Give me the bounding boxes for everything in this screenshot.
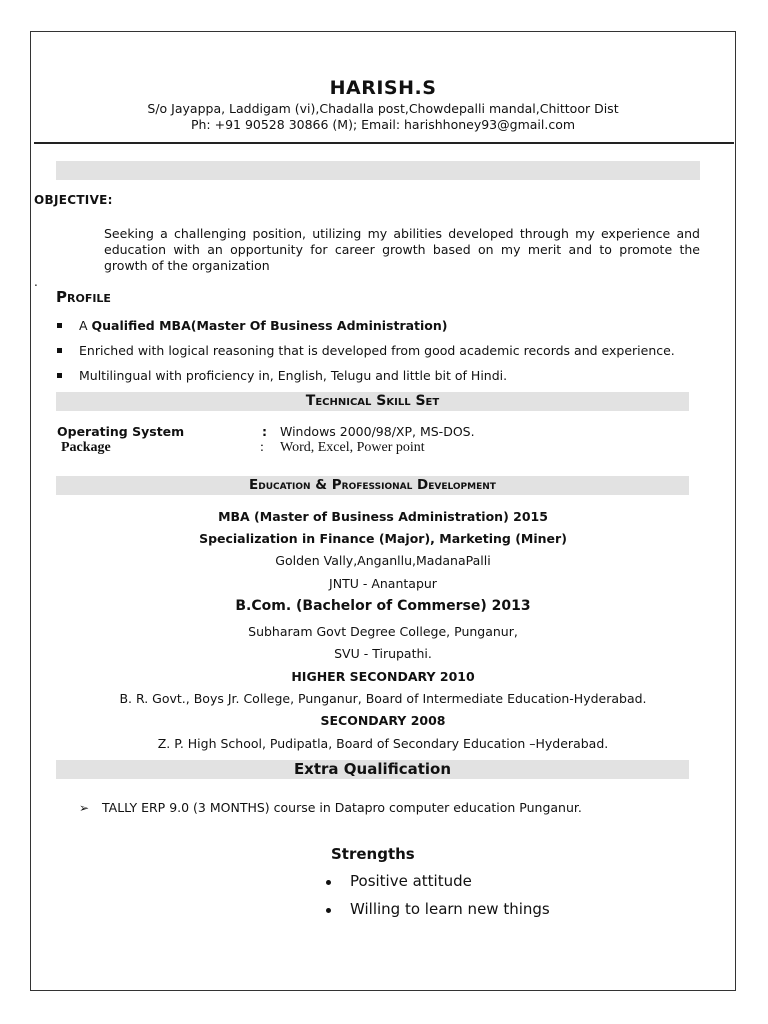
edu-degree: B.Com. (Bachelor of Commerse) 2013 [235,598,531,614]
technical-heading: Technical Skill Set [305,393,440,409]
profile-item: Multilingual with proficiency in, English, Telugu and little bit of Hindi. [79,368,508,383]
skill-colon: : [262,424,267,439]
profile-item-prefix: A [79,318,92,333]
edu-specialization: Specialization in Finance (Major), Marketing (Miner) [199,531,567,546]
square-bullet-icon [57,348,62,353]
edu-institution: Subharam Govt Degree College, Punganur, [248,624,518,639]
header-divider [34,142,734,144]
skill-value: Word, Excel, Power point [280,440,425,455]
skill-label: Operating System [57,424,185,439]
objective-text: Seeking a challenging position, utilizing my abilities developed through my experience and education with an opportunity for career growth based on my merit and to promote the growth of the organization [104,226,700,273]
edu-institution: Z. P. High School, Pudipatla, Board of Secondary Education –Hyderabad. [157,736,609,751]
arrow-bullet-icon: ➢ [79,801,90,815]
strengths-heading: Strengths [331,845,415,863]
square-bullet-icon [57,373,62,378]
extra-item: TALLY ERP 9.0 (3 MONTHS) course in Datapro computer education Punganur. [102,800,582,815]
profile-item [79,318,448,333]
stray-mark: . [34,275,38,289]
edu-university: JNTU - Anantapur [329,576,437,591]
round-bullet-icon [326,880,331,885]
objective-heading: OBJECTIVE: [34,193,113,207]
extra-heading: Extra Qualification [293,760,452,778]
round-bullet-icon [326,908,331,913]
profile-heading: Profile [56,288,111,306]
edu-degree: HIGHER SECONDARY 2010 [291,669,475,684]
profile-item: Enriched with logical reasoning that is developed from good academic records and experience. [79,343,675,358]
edu-institution: Golden Vally,Anganllu,MadanaPalli [275,553,491,568]
candidate-address: S/o Jayappa, Laddigam (vi),Chadalla post,Chowdepalli mandal,Chittoor Dist [147,101,619,116]
education-heading: Education & Professional Development [249,477,496,493]
square-bullet-icon [57,323,62,328]
strength-item: Positive attitude [350,872,472,890]
profile-item-bold: Qualified MBA(Master Of Business Administration) [91,318,448,333]
edu-university: SVU - Tirupathi. [334,646,432,661]
skill-label: Package [61,440,111,455]
candidate-contact: Ph: +91 90528 30866 (M); Email: harishhoney93@gmail.com [190,117,576,132]
edu-degree: SECONDARY 2008 [320,713,446,728]
edu-degree: MBA (Master of Business Administration) 2015 [218,509,548,524]
skill-colon: : [260,440,264,455]
edu-institution: B. R. Govt., Boys Jr. College, Punganur, Board of Intermediate Education-Hyderabad. [119,691,647,706]
strength-item: Willing to learn new things [350,900,550,918]
header-gray-band [56,161,700,180]
skill-value: Windows 2000/98/XP, MS-DOS. [280,424,475,439]
candidate-name: HARISH.S [329,77,437,99]
